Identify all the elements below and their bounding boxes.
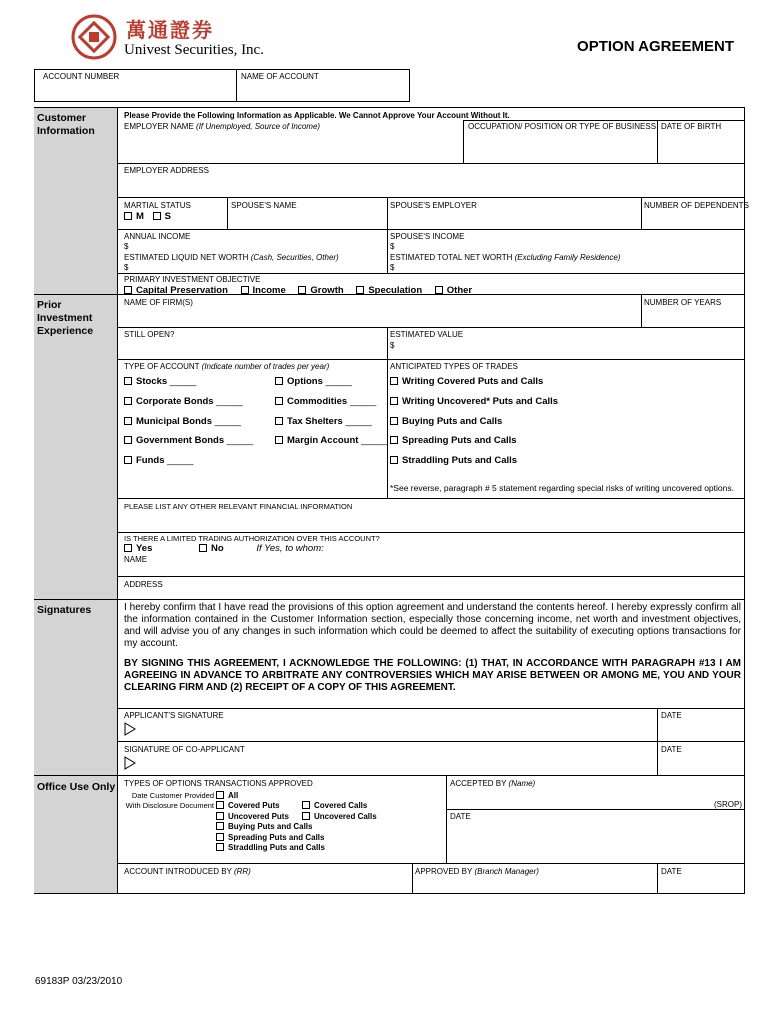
limited-yes-label: Yes — [136, 543, 153, 554]
company-logo — [70, 13, 118, 61]
arbitration-paragraph: BY SIGNING THIS AGREEMENT, I ACKNOWLEDGE THE FOLLOWING: (1) THAT, IN ACCORDANCE WITH PARAGRAPH #13 I AM AGREEING IN ADVANCE TO ARBITRATE ANY CONTROVERSIES WHICH MAY ARISE BETWEEN OR AMONG ME, YOU AND YOUR CLEARING FIRM AND (2) RECEIPT OF A COPY OF THIS AGREEMENT. — [124, 658, 741, 693]
type-commodities[interactable]: Commodities _____ — [275, 396, 376, 407]
corporate-bonds-checkbox[interactable] — [124, 397, 132, 405]
account-name-field[interactable]: NAME OF ACCOUNT — [241, 72, 319, 81]
straddling-label: Straddling Puts and Calls — [402, 455, 518, 466]
srop-label: (SROP) — [714, 800, 742, 809]
limited-no-checkbox[interactable] — [199, 544, 207, 552]
liquid-net-worth-label: ESTIMATED LIQUID NET WORTH — [124, 253, 249, 262]
spouse-name-field[interactable]: SPOUSE'S NAME — [231, 201, 297, 210]
office-covered-puts-label: Covered Puts — [228, 801, 280, 811]
office-uncovered-calls-label: Uncovered Calls — [314, 811, 377, 821]
approved-by-field[interactable] — [415, 867, 539, 877]
marital-s-checkbox[interactable] — [153, 212, 161, 220]
objective-label: PRIMARY INVESTMENT OBJECTIVE — [124, 275, 261, 284]
office-options-col1 — [216, 791, 325, 853]
trade-writing-uncovered[interactable] — [390, 396, 558, 407]
section-prior — [34, 295, 118, 599]
accepted-by-field[interactable] — [450, 779, 535, 789]
options-checkbox[interactable] — [275, 377, 283, 385]
type-municipal-bonds[interactable]: Municipal Bonds _____ — [124, 416, 241, 427]
years-field[interactable]: NUMBER OF YEARS — [644, 298, 722, 307]
office-straddling[interactable] — [216, 843, 325, 853]
form-id: 69183P 03/23/2010 — [35, 976, 123, 987]
with-disclosure-text: With Disclosure Document — [125, 801, 214, 810]
office-covered-calls[interactable] — [302, 801, 377, 811]
annual-income-dollar: $ — [124, 242, 129, 251]
accepted-by-label: ACCEPTED BY — [450, 779, 507, 788]
account-type-note: (Indicate number of trades per year) — [201, 362, 330, 371]
spouse-income-field[interactable] — [390, 232, 464, 252]
writing-uncovered-checkbox[interactable] — [390, 397, 398, 405]
applicant-date-field[interactable]: DATE — [661, 711, 682, 720]
writing-covered-label: Writing Covered Puts and Calls — [402, 376, 544, 387]
office-buying[interactable] — [216, 822, 325, 832]
account-type-label — [124, 362, 329, 372]
objective-capital-label: Capital Preservation — [136, 285, 228, 296]
government-bonds-label: Government Bonds — [136, 435, 225, 446]
date-provided-label — [122, 791, 214, 811]
introduced-by-field[interactable] — [124, 867, 251, 877]
writing-covered-checkbox[interactable] — [390, 377, 398, 385]
objective-capital-checkbox[interactable] — [124, 286, 132, 294]
trade-spreading[interactable] — [390, 435, 517, 446]
employer-address-field[interactable]: EMPLOYER ADDRESS — [124, 166, 209, 175]
other-info-field[interactable]: PLEASE LIST ANY OTHER RELEVANT FINANCIAL INFORMATION — [124, 502, 353, 511]
stocks-checkbox[interactable] — [124, 377, 132, 385]
section-label-prior: Prior Investment Experience — [37, 299, 94, 337]
approved-date-field[interactable]: DATE — [661, 867, 682, 876]
sign-here-arrow-icon — [124, 722, 136, 741]
objective-speculation-label: Speculation — [368, 285, 423, 296]
approved-by-label: APPROVED BY — [415, 867, 473, 876]
objective-other-checkbox[interactable] — [435, 286, 443, 294]
office-options-col2 — [302, 801, 377, 822]
writing-uncovered-label: Writing Uncovered* Puts and Calls — [402, 396, 559, 407]
dob-field[interactable]: DATE OF BIRTH — [661, 122, 722, 131]
accepted-by-note: (Name) — [508, 779, 536, 788]
office-uncovered-calls-checkbox[interactable] — [302, 812, 310, 820]
funds-label: Funds — [136, 455, 165, 466]
funds-checkbox[interactable] — [124, 456, 132, 464]
co-applicant-signature-field[interactable]: SIGNATURE OF CO-APPLICANT — [124, 745, 245, 754]
commodities-checkbox[interactable] — [275, 397, 283, 405]
office-spreading-label: Spreading Puts and Calls — [228, 832, 325, 842]
type-corporate-bonds[interactable]: Corporate Bonds _____ — [124, 396, 243, 407]
introduced-by-note: (RR) — [233, 867, 251, 876]
margin-account-label: Margin Account — [287, 435, 359, 446]
anticipated-trades-label: ANTICIPATED TYPES OF TRADES — [390, 362, 518, 371]
options-label: Options — [287, 376, 323, 387]
spreading-checkbox[interactable] — [390, 436, 398, 444]
trade-buying[interactable] — [390, 416, 502, 427]
type-government-bonds[interactable]: Government Bonds _____ — [124, 435, 253, 446]
logo-chinese-text: 萬通證券 — [126, 18, 214, 42]
spouse-employer-field[interactable]: SPOUSE'S EMPLOYER — [390, 201, 477, 210]
type-options[interactable]: Options _____ — [275, 376, 352, 387]
office-straddling-label: Straddling Puts and Calls — [228, 843, 325, 853]
office-uncovered-calls[interactable] — [302, 812, 377, 822]
office-all[interactable] — [216, 791, 325, 801]
types-approved-label: TYPES OF OPTIONS TRANSACTIONS APPROVED — [124, 779, 313, 788]
employer-name-label: EMPLOYER NAME — [124, 122, 194, 131]
dependents-field[interactable]: NUMBER OF DEPENDENTS — [644, 201, 749, 210]
objective-growth-label: Growth — [310, 285, 344, 296]
account-number-field[interactable]: ACCOUNT NUMBER — [43, 72, 120, 81]
office-buying-label: Buying Puts and Calls — [228, 822, 313, 832]
trade-writing-covered[interactable] — [390, 376, 543, 387]
liquid-net-worth-note: (Cash, Securities, Other) — [250, 253, 339, 262]
type-funds[interactable]: Funds _____ — [124, 455, 194, 466]
limited-authorization-options — [124, 543, 324, 554]
section-label-customer: Customer Information — [37, 112, 95, 137]
type-stocks[interactable]: Stocks _____ — [124, 376, 196, 387]
estimated-value-field[interactable] — [390, 330, 463, 351]
annual-income-field[interactable] — [124, 232, 190, 252]
total-net-worth-field[interactable] — [390, 253, 620, 273]
office-buying-checkbox[interactable] — [216, 822, 224, 830]
corporate-bonds-label: Corporate Bonds — [136, 396, 214, 407]
confirmation-paragraph: I hereby confirm that I have read the provisions of this option agreement and understand the contents hereof. I hereby expressly confirm all the information contained in the Customer Information section, especially those concerning income, net worth and investment objectives, and will advise you of any changes in such information which could be deemed to affect the suitability of executing options transactions for my account. — [124, 602, 741, 649]
section-office — [34, 776, 118, 893]
account-type-label-text: TYPE OF ACCOUNT — [124, 362, 200, 371]
total-net-worth-note: (Excluding Family Residence) — [514, 253, 621, 262]
limited-yes-checkbox[interactable] — [124, 544, 132, 552]
section-label-office: Office Use Only — [37, 781, 116, 793]
type-tax-shelters[interactable]: Tax Shelters _____ — [275, 416, 372, 427]
spreading-label: Spreading Puts and Calls — [402, 435, 517, 446]
co-sign-here-arrow-icon — [124, 756, 136, 775]
company-name: Univest Securities, Inc. — [124, 42, 264, 58]
accepted-date-field[interactable]: DATE — [450, 812, 471, 821]
office-covered-calls-checkbox[interactable] — [302, 801, 310, 809]
uncovered-footnote: *See reverse, paragraph # 5 statement regarding special risks of writing uncovered options. — [390, 483, 734, 493]
office-uncovered-puts-label: Uncovered Puts — [228, 811, 289, 821]
section-signatures — [34, 600, 118, 775]
tax-shelters-label: Tax Shelters — [287, 416, 343, 427]
objective-other-line[interactable] — [448, 294, 741, 295]
objective-growth-checkbox[interactable] — [298, 286, 306, 294]
office-spreading[interactable] — [216, 833, 325, 843]
type-margin-account[interactable]: Margin Account _____ — [275, 435, 388, 446]
annual-income-label: ANNUAL INCOME — [124, 232, 191, 241]
total-net-worth-dollar: $ — [390, 263, 395, 272]
government-bonds-checkbox[interactable] — [124, 436, 132, 444]
margin-account-checkbox[interactable] — [275, 436, 283, 444]
buying-checkbox[interactable] — [390, 417, 398, 425]
office-all-checkbox[interactable] — [216, 791, 224, 799]
estimated-value-label: ESTIMATED VALUE — [390, 330, 464, 339]
objective-speculation-checkbox[interactable] — [356, 286, 364, 294]
office-spreading-checkbox[interactable] — [216, 833, 224, 841]
spouse-income-dollar: $ — [390, 242, 395, 251]
marital-m-label: M — [136, 211, 144, 222]
office-straddling-checkbox[interactable] — [216, 843, 224, 851]
still-open-field[interactable]: STILL OPEN? — [124, 330, 175, 339]
approved-by-note: (Branch Manager) — [474, 867, 539, 876]
office-uncovered-puts-checkbox[interactable] — [216, 812, 224, 820]
occupation-field[interactable]: OCCUPATION/ POSITION OR TYPE OF BUSINESS — [468, 122, 657, 131]
section-label-signatures: Signatures — [37, 604, 92, 616]
straddling-checkbox[interactable] — [390, 456, 398, 464]
marital-s-label: S — [164, 211, 171, 222]
marital-m-checkbox[interactable] — [124, 212, 132, 220]
authorized-name-field[interactable]: NAME — [124, 555, 148, 564]
office-all-label: All — [228, 791, 239, 800]
total-net-worth-label: ESTIMATED TOTAL NET WORTH — [390, 253, 513, 262]
objective-income-label: Income — [252, 285, 286, 296]
marital-options — [124, 211, 171, 222]
objective-other-label: Other — [446, 285, 473, 296]
section-customer — [34, 108, 118, 294]
limited-authorization-question: IS THERE A LIMITED TRADING AUTHORIZATION OVER THIS ACCOUNT? — [124, 534, 380, 543]
objective-income-checkbox[interactable] — [241, 286, 249, 294]
buying-label: Buying Puts and Calls — [402, 416, 503, 427]
firm-name-field[interactable]: NAME OF FIRM(S) — [124, 298, 193, 307]
liquid-net-worth-dollar: $ — [124, 263, 129, 272]
employer-name-note: (If Unemployed, Source of Income) — [196, 122, 321, 131]
office-covered-puts-checkbox[interactable] — [216, 801, 224, 809]
stocks-label: Stocks — [136, 376, 168, 387]
customer-instruction: Please Provide the Following Information as Applicable. We Cannot Approve Your Account Without It. — [124, 111, 510, 120]
employer-name-field[interactable] — [124, 122, 320, 132]
if-yes-label: If Yes, to whom: — [256, 543, 324, 554]
spouse-income-label: SPOUSE'S INCOME — [390, 232, 465, 241]
office-covered-calls-label: Covered Calls — [314, 801, 368, 811]
estimated-value-dollar: $ — [390, 341, 395, 350]
commodities-label: Commodities — [287, 396, 348, 407]
introduced-by-label: ACCOUNT INTRODUCED BY — [124, 867, 232, 876]
municipal-bonds-label: Municipal Bonds — [136, 416, 212, 427]
liquid-net-worth-field[interactable] — [124, 253, 339, 273]
marital-status-label: MARTIAL STATUS — [124, 201, 191, 210]
applicant-signature-field[interactable]: APPLICANT'S SIGNATURE — [124, 711, 224, 720]
page-title: OPTION AGREEMENT — [577, 38, 734, 55]
municipal-bonds-checkbox[interactable] — [124, 417, 132, 425]
authorized-address-field[interactable]: ADDRESS — [124, 580, 163, 589]
date-provided-text: Date Customer Provided — [131, 791, 214, 800]
limited-no-label: No — [211, 543, 224, 554]
tax-shelters-checkbox[interactable] — [275, 417, 283, 425]
objective-options — [124, 285, 472, 296]
trade-straddling[interactable] — [390, 455, 517, 466]
co-applicant-date-field[interactable]: DATE — [661, 745, 682, 754]
